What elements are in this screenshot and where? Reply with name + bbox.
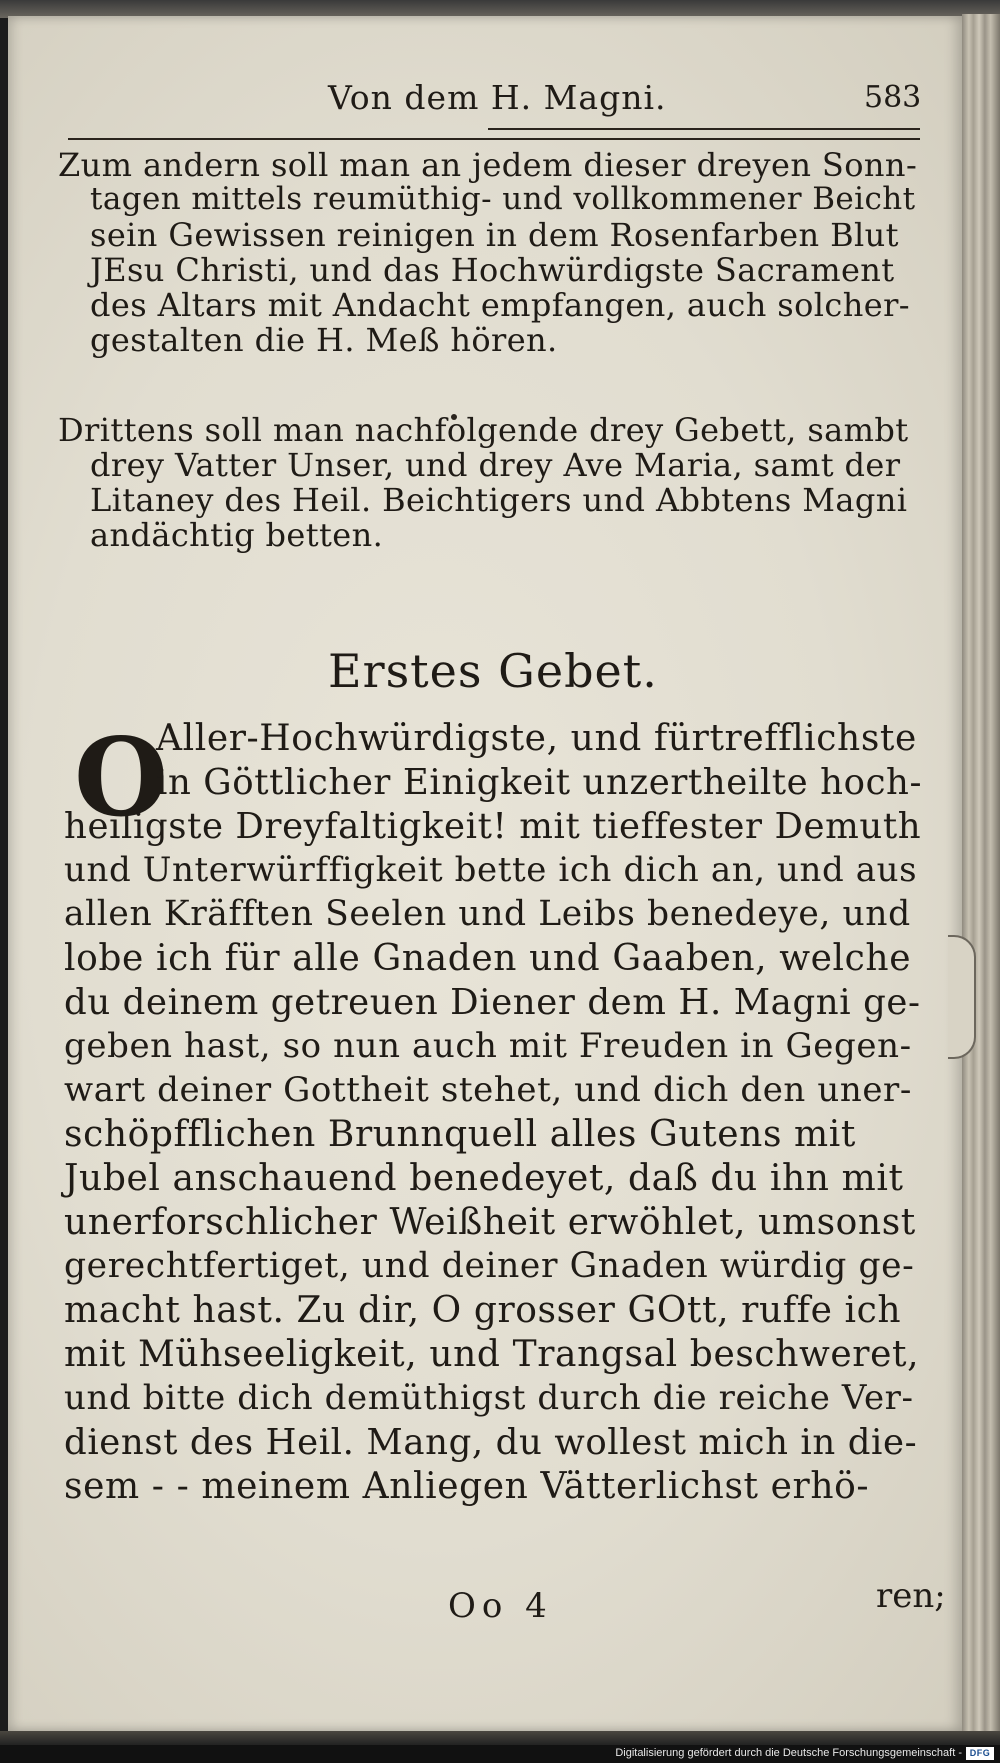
running-title: Von dem H. Magni. bbox=[328, 78, 667, 117]
page-tab-marker bbox=[948, 935, 976, 1059]
scan-bottom-edge bbox=[0, 1731, 1000, 1745]
book-page-edges bbox=[962, 14, 1000, 1733]
prayer-line: wart deiner Gottheit stehet, und dich den uner- bbox=[64, 1070, 912, 1110]
prayer-line: Jubel anschauend benedeyet, daß du ihn mit bbox=[64, 1158, 904, 1199]
paragraph-1-line: tagen mittels reumüthig- und vollkommener Beicht bbox=[90, 181, 916, 217]
funding-credit: Digitalisierung gefördert durch die Deutsche Forschungsgemeinschaft - bbox=[615, 1747, 962, 1759]
paragraph-2-line: Litaney des Heil. Beichtigers und Abbtens Magni bbox=[90, 481, 908, 519]
header-rule bbox=[68, 138, 920, 140]
prayer-line: Aller-Hochwürdigste, und fürtrefflichste bbox=[156, 718, 917, 759]
prayer-line: sem - - meinem Anliegen Vätterlichst erhö- bbox=[64, 1466, 870, 1507]
prayer-line: macht hast. Zu dir, O grosser GOtt, ruffe ich bbox=[64, 1290, 902, 1331]
page-number: 583 bbox=[864, 80, 922, 115]
prayer-line: lobe ich für alle Gnaden und Gaaben, welche bbox=[64, 938, 912, 979]
paragraph-1-line: JEsu Christi, und das Hochwürdigste Sacrament bbox=[90, 251, 895, 289]
paragraph-2-line: andächtig betten. bbox=[90, 516, 384, 554]
prayer-line: heiligste Dreyfaltigkeit! mit tieffester Demuth bbox=[64, 806, 922, 847]
catchword: ren; bbox=[876, 1576, 946, 1616]
paragraph-1-line: Zum andern soll man an jedem dieser dreyen Sonn- bbox=[58, 146, 918, 184]
prayer-line: unerforschlicher Weißheit erwöhlet, umsonst bbox=[64, 1202, 916, 1243]
book-page bbox=[8, 16, 962, 1731]
paragraph-1-line: sein Gewissen reinigen in dem Rosenfarben Blut bbox=[90, 216, 899, 254]
drop-cap: O bbox=[74, 715, 169, 841]
prayer-line: und bitte dich demüthigst durch die reiche Ver- bbox=[64, 1378, 914, 1418]
signature-mark: Oo 4 bbox=[448, 1586, 553, 1626]
prayer-line: geben hast, so nun auch mit Freuden in Gegen- bbox=[64, 1026, 912, 1066]
prayer-line: in Göttlicher Einigkeit unzertheilte hoch- bbox=[156, 762, 923, 803]
prayer-line: du deinem getreuen Diener dem H. Magni ge- bbox=[64, 982, 921, 1023]
paragraph-1-line: des Altars mit Andacht empfangen, auch solcher- bbox=[90, 286, 911, 324]
prayer-line: mit Mühseeligkeit, und Trangsal beschweret, bbox=[64, 1334, 920, 1375]
paragraph-2-line: Drittens soll man nachfolgende drey Gebett, sambt bbox=[58, 411, 909, 449]
prayer-title: Erstes Gebet. bbox=[328, 644, 658, 698]
prayer-line: dienst des Heil. Mang, du wollest mich in die- bbox=[64, 1422, 918, 1463]
dfg-logo: DFG bbox=[966, 1747, 994, 1760]
paragraph-1-line: gestalten die H. Meß hören. bbox=[90, 321, 558, 359]
prayer-line: und Unterwürffigkeit bette ich dich an, und aus bbox=[64, 850, 918, 890]
prayer-line: allen Kräfften Seelen und Leibs benedeye, und bbox=[64, 894, 911, 934]
prayer-line: schöpfflichen Brunnquell alles Gutens mit bbox=[64, 1114, 856, 1155]
paragraph-2-line: drey Vatter Unser, und drey Ave Maria, samt der bbox=[90, 446, 901, 484]
prayer-line: gerechtfertiget, und deiner Gnaden würdig ge- bbox=[64, 1246, 915, 1286]
header-rule-upper bbox=[488, 128, 920, 130]
